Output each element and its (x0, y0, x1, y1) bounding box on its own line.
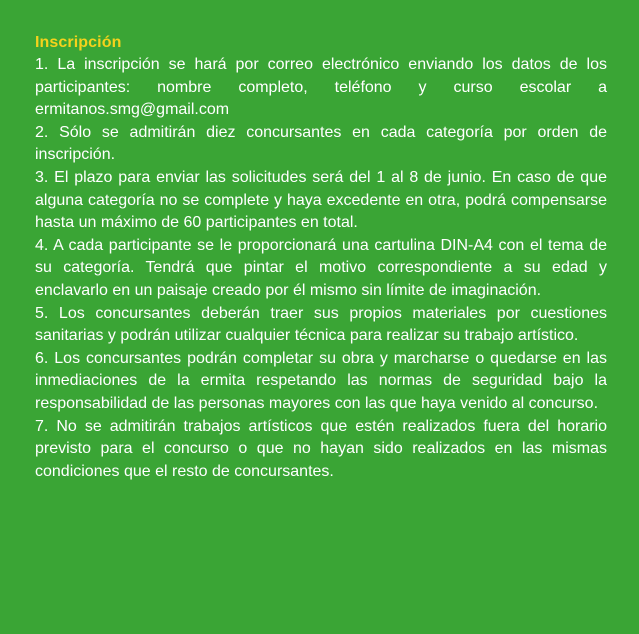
rule-item-6: 6. Los concursantes podrán completar su obra y marcharse o quedarse en las inmediaciones de la ermita respetando las normas de seguridad bajo la responsabilidad de las personas mayores con las que haya venido al concurso. (35, 349, 607, 412)
rule-item-7: 7. No se admitirán trabajos artísticos que estén realizados fuera del horario previsto para el concurso o que no hayan sido realizados en las mismas condiciones que el resto de concursantes. (35, 417, 607, 480)
rule-item-5: 5. Los concursantes deberán traer sus propios materiales por cuestiones sanitarias y podrán utilizar cualquier técnica para realizar su trabajo artístico. (35, 304, 607, 345)
rule-item-1: 1. La inscripción se hará por correo electrónico enviando los datos de los participantes: nombre completo, teléfono y curso escolar a ermitanos.smg@gmail.com (35, 56, 607, 119)
rule-item-4: 4. A cada participante se le proporcionará una cartulina DIN-A4 con el tema de su categoría. Tendrá que pintar el motivo correspondiente a su edad y enclavarlo en un paisaje creado por él mismo sin límite de imaginación. (35, 236, 607, 299)
section-title: Inscripción (35, 34, 122, 51)
rule-item-2: 2. Sólo se admitirán diez concursantes en cada categoría por orden de inscripción. (35, 123, 607, 164)
rules-list (35, 54, 607, 483)
rule-item-3: 3. El plazo para enviar las solicitudes será del 1 al 8 de junio. En caso de que alguna categoría no se complete y haya excedente en otra, podrá compensarse hasta un máximo de 60 participantes en total. (35, 168, 607, 232)
